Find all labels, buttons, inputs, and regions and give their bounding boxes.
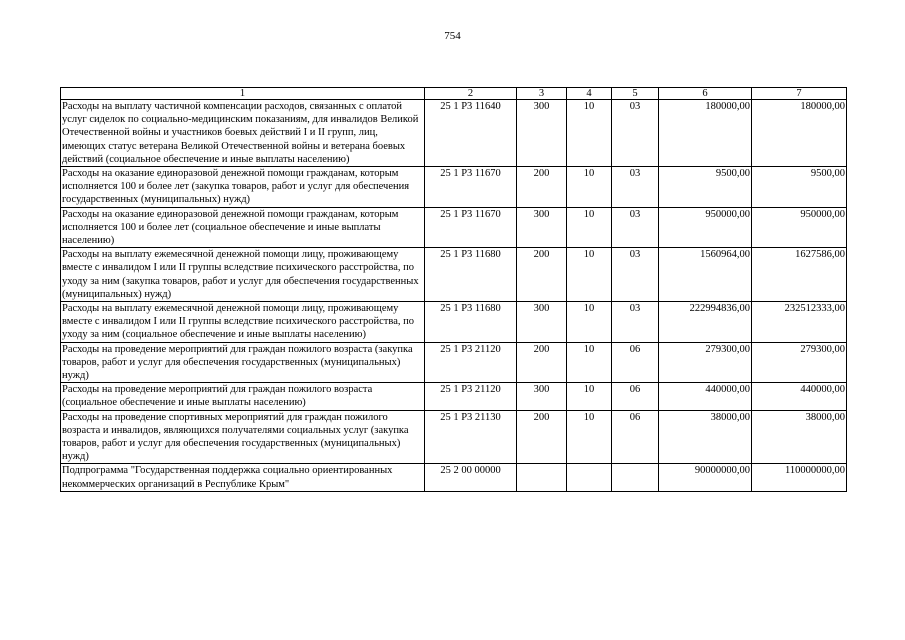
subsection: 06 <box>612 342 659 383</box>
column-header-5: 5 <box>612 88 659 100</box>
subsection <box>612 464 659 491</box>
amount-year-2: 232512333,00 <box>752 302 847 343</box>
column-header-6: 6 <box>659 88 752 100</box>
amount-year-1: 9500,00 <box>659 167 752 208</box>
target-code: 25 1 Р3 21130 <box>425 410 517 464</box>
expense-type: 200 <box>517 410 567 464</box>
table-row <box>61 167 847 208</box>
amount-year-1: 222994836,00 <box>659 302 752 343</box>
expense-name: Расходы на оказание единоразовой денежной помощи гражданам, которым исполняется 100 и более лет (закупка товаров, работ и услуг для обеспечения государственных (муниципальных) нужд) <box>61 167 425 208</box>
section: 10 <box>567 207 612 248</box>
expense-type: 300 <box>517 100 567 167</box>
section: 10 <box>567 167 612 208</box>
section: 10 <box>567 100 612 167</box>
target-code: 25 1 Р3 11680 <box>425 248 517 302</box>
amount-year-2: 440000,00 <box>752 383 847 410</box>
expense-type: 300 <box>517 207 567 248</box>
expense-name: Расходы на выплату частичной компенсации расходов, связанных с оплатой услуг сиделок по социально-медицинским показаниям, для инвалидов Великой Отечественной войны и участников боевых действий I и II групп, лиц, имеющих статус ветерана Великой Отечественной войны и ветерана боевых действий (социальное обеспечение и иные выплаты населению) <box>61 100 425 167</box>
column-header-2: 2 <box>425 88 517 100</box>
section <box>567 464 612 491</box>
amount-year-1: 440000,00 <box>659 383 752 410</box>
subsection: 03 <box>612 167 659 208</box>
target-code: 25 1 Р3 21120 <box>425 342 517 383</box>
expense-name: Расходы на проведение мероприятий для граждан пожилого возраста (социальное обеспечение и иные выплаты населению) <box>61 383 425 410</box>
section: 10 <box>567 342 612 383</box>
subsection: 03 <box>612 302 659 343</box>
table-header-row <box>61 88 847 100</box>
amount-year-2: 950000,00 <box>752 207 847 248</box>
amount-year-1: 1560964,00 <box>659 248 752 302</box>
target-code: 25 1 Р3 11680 <box>425 302 517 343</box>
expense-name: Расходы на оказание единоразовой денежной помощи гражданам, которым исполняется 100 и более лет (социальное обеспечение и иные выплаты населению) <box>61 207 425 248</box>
expense-type: 300 <box>517 383 567 410</box>
expense-name: Расходы на выплату ежемесячной денежной помощи лицу, проживающему вместе с инвалидом I или II группы вследствие психического расстройства, по уходу за ним (закупка товаров, работ и услуг для обеспечения государственных (муниципальных) нужд) <box>61 248 425 302</box>
subsection: 06 <box>612 410 659 464</box>
expense-type: 300 <box>517 302 567 343</box>
amount-year-1: 279300,00 <box>659 342 752 383</box>
column-header-4: 4 <box>567 88 612 100</box>
table-row <box>61 302 847 343</box>
expense-type: 200 <box>517 342 567 383</box>
target-code: 25 2 00 00000 <box>425 464 517 491</box>
table-row <box>61 464 847 491</box>
amount-year-1: 38000,00 <box>659 410 752 464</box>
section: 10 <box>567 302 612 343</box>
column-header-3: 3 <box>517 88 567 100</box>
expense-name: Расходы на выплату ежемесячной денежной помощи лицу, проживающему вместе с инвалидом I или II группы вследствие психического расстройства, по уходу за ним (социальное обеспечение и иные выплаты населению) <box>61 302 425 343</box>
subprogram-name: Подпрограмма "Государственная поддержка социально ориентированных некоммерческих организаций в Республике Крым" <box>61 464 425 491</box>
target-code: 25 1 Р3 21120 <box>425 383 517 410</box>
amount-year-2: 180000,00 <box>752 100 847 167</box>
target-code: 25 1 Р3 11670 <box>425 167 517 208</box>
section: 10 <box>567 383 612 410</box>
subsection: 06 <box>612 383 659 410</box>
expense-name: Расходы на проведение мероприятий для граждан пожилого возраста (закупка товаров, работ и услуг для обеспечения государственных (муниципальных) нужд) <box>61 342 425 383</box>
table-row <box>61 248 847 302</box>
page-number: 754 <box>444 30 461 42</box>
table-row <box>61 207 847 248</box>
column-header-1: 1 <box>61 88 425 100</box>
section: 10 <box>567 248 612 302</box>
amount-year-2: 1627586,00 <box>752 248 847 302</box>
subsection: 03 <box>612 248 659 302</box>
expense-type <box>517 464 567 491</box>
expense-name: Расходы на проведение спортивных мероприятий для граждан пожилого возраста и инвалидов, являющихся получателями социальных услуг (закупка товаров, работ и услуг для обеспечения государственных (муниципальных) нужд) <box>61 410 425 464</box>
table-row <box>61 342 847 383</box>
amount-year-1: 950000,00 <box>659 207 752 248</box>
expense-type: 200 <box>517 248 567 302</box>
table-row <box>61 410 847 464</box>
subsection: 03 <box>612 207 659 248</box>
table-row <box>61 100 847 167</box>
column-header-7: 7 <box>752 88 847 100</box>
target-code: 25 1 Р3 11670 <box>425 207 517 248</box>
amount-year-2: 38000,00 <box>752 410 847 464</box>
subsection: 03 <box>612 100 659 167</box>
amount-year-2: 110000000,00 <box>752 464 847 491</box>
target-code: 25 1 Р3 11640 <box>425 100 517 167</box>
expense-type: 200 <box>517 167 567 208</box>
budget-table <box>60 87 847 492</box>
amount-year-2: 9500,00 <box>752 167 847 208</box>
amount-year-2: 279300,00 <box>752 342 847 383</box>
amount-year-1: 180000,00 <box>659 100 752 167</box>
amount-year-1: 90000000,00 <box>659 464 752 491</box>
section: 10 <box>567 410 612 464</box>
table-row <box>61 383 847 410</box>
